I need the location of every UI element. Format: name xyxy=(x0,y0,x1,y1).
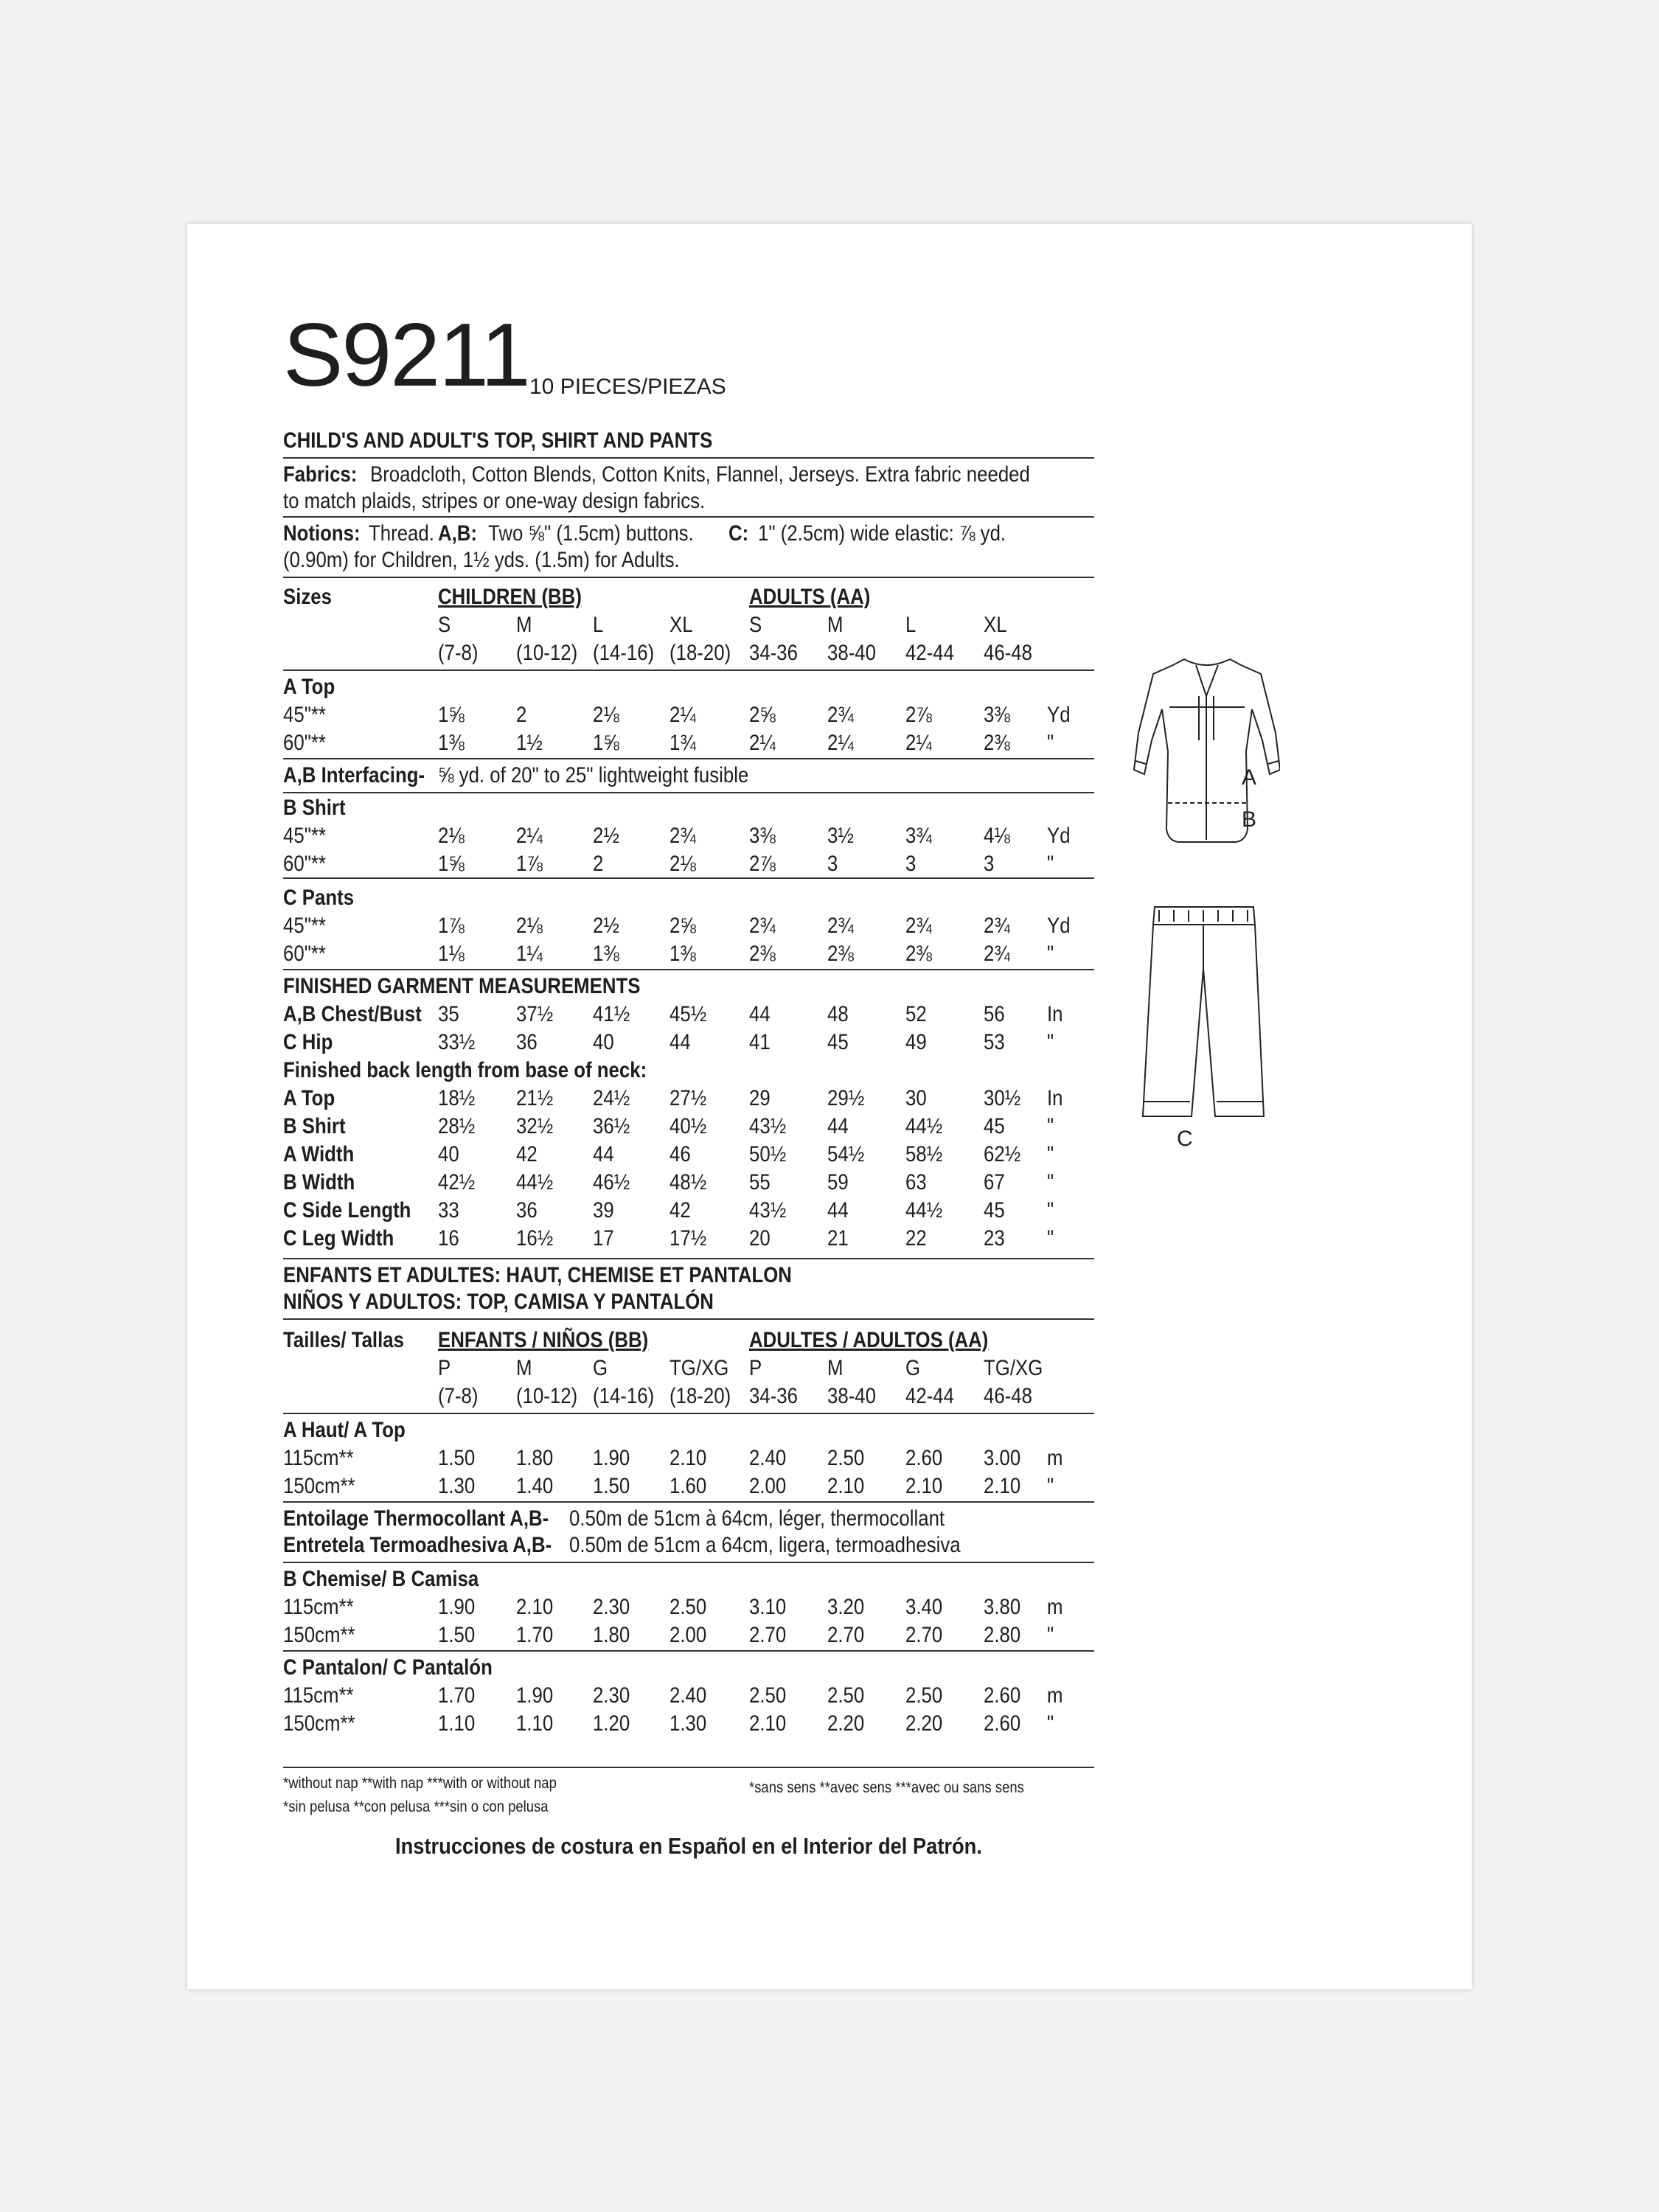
measurement-cell: 40 xyxy=(593,1030,614,1054)
size-letter: M xyxy=(516,613,532,637)
measurement-cell: 29½ xyxy=(827,1086,865,1110)
yardage-cell: 1¾ xyxy=(669,731,696,755)
pattern-envelope-back xyxy=(187,224,1472,1989)
yardage-cell: 2.20 xyxy=(905,1711,943,1736)
yardage-cell: 2 xyxy=(516,703,527,727)
divider-line xyxy=(283,1501,1094,1503)
section-heading: A Top xyxy=(283,675,335,699)
unit-label: m xyxy=(1047,1446,1063,1470)
row-label: 150cm** xyxy=(283,1623,355,1647)
divider-line xyxy=(283,1413,1094,1414)
yardage-cell: 2¼ xyxy=(827,731,854,755)
size-range: (14-16) xyxy=(593,641,655,665)
figure-label-a: A xyxy=(1242,765,1257,790)
measurement-cell: 36½ xyxy=(593,1114,630,1138)
yardage-cell: 2.50 xyxy=(827,1683,865,1708)
measurement-cell: 30 xyxy=(905,1086,927,1110)
notions-view-label: A,B: xyxy=(438,521,478,546)
notions-view-label: C: xyxy=(728,521,749,546)
divider-line xyxy=(283,1258,1094,1259)
yardage-cell: 1⅜ xyxy=(438,731,465,755)
yardage-cell: 2.70 xyxy=(749,1623,787,1647)
measurement-cell: 23 xyxy=(984,1226,1005,1251)
measurement-cell: 59 xyxy=(827,1170,849,1194)
unit-label: " xyxy=(1047,1114,1054,1138)
interfacing-text: 0.50m de 51cm à 64cm, léger, thermocollant xyxy=(569,1506,945,1531)
divider-line xyxy=(283,1562,1094,1563)
unit-label: " xyxy=(1047,1474,1054,1498)
notions-text: Two ⅝" (1.5cm) buttons. xyxy=(488,521,694,546)
size-letter: TG/XG xyxy=(984,1356,1043,1380)
size-letter: M xyxy=(827,1356,844,1380)
children-size-heading: ENFANTS / NIÑOS (BB) xyxy=(438,1328,649,1352)
size-letter: TG/XG xyxy=(669,1356,729,1380)
unit-label: m xyxy=(1047,1683,1063,1708)
row-label: 45"** xyxy=(283,703,326,727)
yardage-cell: 2⅛ xyxy=(669,852,696,876)
size-range: 34-36 xyxy=(749,1384,798,1408)
yardage-cell: 3.10 xyxy=(749,1595,787,1619)
measurement-cell: 36 xyxy=(516,1030,538,1054)
yardage-cell: 1.80 xyxy=(593,1623,630,1647)
spanish-instructions-note: Instrucciones de costura en Español en el Interior del Patrón. xyxy=(395,1833,982,1859)
yardage-cell: 3 xyxy=(827,852,838,876)
unit-label: m xyxy=(1047,1595,1063,1619)
measurement-cell: 63 xyxy=(905,1170,927,1194)
size-range: (18-20) xyxy=(669,641,731,665)
yardage-cell: 1⅞ xyxy=(438,914,465,938)
unit-label: " xyxy=(1047,1711,1054,1736)
piece-count: 10 PIECES/PIEZAS xyxy=(529,375,726,399)
size-range: (18-20) xyxy=(669,1384,731,1408)
measurement-label: C Hip xyxy=(283,1030,333,1054)
row-label: 60"** xyxy=(283,942,326,966)
size-range: 34-36 xyxy=(749,641,798,665)
yardage-cell: 2.10 xyxy=(984,1474,1021,1498)
measurement-cell: 17½ xyxy=(669,1226,707,1251)
row-label: 115cm** xyxy=(283,1446,354,1470)
yardage-cell: 2.60 xyxy=(905,1446,943,1470)
divider-line xyxy=(283,669,1094,671)
measurement-cell: 40½ xyxy=(669,1114,707,1138)
measurement-cell: 43½ xyxy=(749,1114,787,1138)
unit-label: In xyxy=(1047,1086,1063,1110)
measurement-cell: 44 xyxy=(593,1142,614,1166)
size-range: (7-8) xyxy=(438,1384,479,1408)
yardage-cell: 2.50 xyxy=(749,1683,787,1708)
size-letter: S xyxy=(749,613,762,637)
measurement-cell: 42 xyxy=(516,1142,538,1166)
yardage-cell: 1.60 xyxy=(669,1474,707,1498)
measurement-cell: 27½ xyxy=(669,1086,707,1110)
yardage-cell: 2¾ xyxy=(827,703,854,727)
yardage-cell: 2.60 xyxy=(984,1711,1021,1736)
back-length-label: Finished back length from base of neck: xyxy=(283,1058,647,1082)
fabrics-text: Broadcloth, Cotton Blends, Cotton Knits, Flannel, Jerseys. Extra fabric needed xyxy=(370,462,1030,487)
measurements-heading: FINISHED GARMENT MEASUREMENTS xyxy=(283,974,641,998)
row-label: 45"** xyxy=(283,914,326,938)
yardage-cell: 1.10 xyxy=(516,1711,554,1736)
yardage-cell: 2¼ xyxy=(669,703,696,727)
measurement-cell: 50½ xyxy=(749,1142,787,1166)
french-title: ENFANTS ET ADULTES: HAUT, CHEMISE ET PANTALON xyxy=(283,1263,792,1287)
sizes-label: Sizes xyxy=(283,585,332,609)
yardage-cell: 2.50 xyxy=(669,1595,707,1619)
size-letter: S xyxy=(438,613,451,637)
size-letter: M xyxy=(827,613,844,637)
interfacing-label: A,B Interfacing- xyxy=(283,763,425,787)
size-letter: XL xyxy=(984,613,1007,637)
unit-label: In xyxy=(1047,1002,1063,1026)
row-label: 60"** xyxy=(283,731,326,755)
measurement-cell: 54½ xyxy=(827,1142,865,1166)
footnote-english: *without nap **with nap ***with or without nap xyxy=(283,1775,557,1792)
size-letter: L xyxy=(905,613,917,637)
measurement-cell: 49 xyxy=(905,1030,927,1054)
measurement-label: A Top xyxy=(283,1086,335,1110)
measurement-cell: 56 xyxy=(984,1002,1005,1026)
measurement-cell: 45 xyxy=(984,1198,1005,1222)
measurement-cell: 44½ xyxy=(905,1114,943,1138)
unit-label: " xyxy=(1047,942,1054,966)
measurement-cell: 46½ xyxy=(593,1170,630,1194)
yardage-cell: 2.10 xyxy=(749,1711,787,1736)
yardage-cell: 1.20 xyxy=(593,1711,630,1736)
yardage-cell: 2½ xyxy=(593,914,619,938)
footnote-spanish: *sin pelusa **con pelusa ***sin o con pelusa xyxy=(283,1798,549,1815)
size-letter: G xyxy=(905,1356,921,1380)
measurement-cell: 16½ xyxy=(516,1226,554,1251)
measurement-cell: 45 xyxy=(827,1030,849,1054)
measurement-cell: 58½ xyxy=(905,1142,943,1166)
yardage-cell: 1.50 xyxy=(593,1474,630,1498)
yardage-cell: 1.90 xyxy=(593,1446,630,1470)
measurement-cell: 46 xyxy=(669,1142,691,1166)
adults-size-heading: ADULTES / ADULTOS (AA) xyxy=(749,1328,989,1352)
yardage-cell: 2¼ xyxy=(905,731,932,755)
yardage-cell: 1.30 xyxy=(669,1711,707,1736)
measurement-cell: 30½ xyxy=(984,1086,1021,1110)
size-range: 42-44 xyxy=(905,641,954,665)
yardage-cell: 2⅜ xyxy=(827,942,854,966)
shirt-illustration xyxy=(1133,652,1280,851)
yardage-cell: 2¾ xyxy=(669,824,696,848)
measurement-cell: 41½ xyxy=(593,1002,630,1026)
yardage-cell: 1¼ xyxy=(516,942,543,966)
measurement-cell: 16 xyxy=(438,1226,459,1251)
yardage-cell: 2.40 xyxy=(669,1683,707,1708)
measurement-cell: 53 xyxy=(984,1030,1005,1054)
yardage-cell: 2½ xyxy=(593,824,619,848)
measurement-cell: 44½ xyxy=(516,1170,554,1194)
footnote-french: *sans sens **avec sens ***avec ou sans sens xyxy=(749,1779,1024,1796)
yardage-cell: 2.00 xyxy=(669,1623,707,1647)
yardage-cell: 1.90 xyxy=(438,1595,476,1619)
yardage-cell: 1⅜ xyxy=(593,942,619,966)
yardage-cell: 2¾ xyxy=(984,914,1010,938)
unit-label: Yd xyxy=(1047,914,1071,938)
yardage-cell: 2.80 xyxy=(984,1623,1021,1647)
yardage-cell: 3⅜ xyxy=(749,824,776,848)
size-range: 46-48 xyxy=(984,641,1032,665)
yardage-cell: 2.20 xyxy=(827,1711,865,1736)
measurement-cell: 55 xyxy=(749,1170,771,1194)
divider-line xyxy=(283,577,1094,578)
yardage-cell: 3.80 xyxy=(984,1595,1021,1619)
divider-line xyxy=(283,1318,1094,1320)
yardage-cell: 1⅝ xyxy=(438,703,465,727)
yardage-cell: 2.70 xyxy=(905,1623,943,1647)
yardage-cell: 3.20 xyxy=(827,1595,865,1619)
interfacing-text: 0.50m de 51cm a 64cm, ligera, termoadhesiva xyxy=(569,1533,961,1557)
size-range: 38-40 xyxy=(827,641,876,665)
children-size-heading: CHILDREN (BB) xyxy=(438,585,582,609)
measurement-label: C Side Length xyxy=(283,1198,411,1222)
measurement-cell: 44½ xyxy=(905,1198,943,1222)
measurement-label: A,B Chest/Bust xyxy=(283,1002,422,1026)
fabrics-label: Fabrics: xyxy=(283,462,358,487)
yardage-cell: 2⅜ xyxy=(749,942,776,966)
divider-line xyxy=(283,758,1094,759)
size-letter: G xyxy=(593,1356,608,1380)
unit-label: " xyxy=(1047,1170,1054,1194)
yardage-cell: 2⅝ xyxy=(749,703,776,727)
measurement-cell: 48½ xyxy=(669,1170,707,1194)
pattern-number: S9211 xyxy=(283,305,529,405)
size-range: (10-12) xyxy=(516,1384,578,1408)
unit-label: " xyxy=(1047,852,1054,876)
yardage-cell: 1.50 xyxy=(438,1623,476,1647)
measurement-cell: 48 xyxy=(827,1002,849,1026)
yardage-cell: 1.10 xyxy=(438,1711,476,1736)
notions-label: Notions: xyxy=(283,521,361,546)
row-label: 150cm** xyxy=(283,1474,355,1498)
size-range: 38-40 xyxy=(827,1384,876,1408)
row-label: 60"** xyxy=(283,852,326,876)
section-heading: C Pants xyxy=(283,886,355,910)
yardage-cell: 1.70 xyxy=(516,1623,554,1647)
measurement-cell: 18½ xyxy=(438,1086,476,1110)
yardage-cell: 2¾ xyxy=(749,914,776,938)
yardage-cell: 2¾ xyxy=(827,914,854,938)
measurement-cell: 37½ xyxy=(516,1002,554,1026)
size-range: 46-48 xyxy=(984,1384,1032,1408)
divider-line xyxy=(283,792,1094,793)
section-heading: C Pantalon/ C Pantalón xyxy=(283,1655,493,1680)
size-range: (10-12) xyxy=(516,641,578,665)
yardage-cell: 1⅛ xyxy=(438,942,465,966)
yardage-cell: 1.90 xyxy=(516,1683,554,1708)
row-label: 115cm** xyxy=(283,1683,354,1708)
pants-illustration xyxy=(1138,902,1271,1124)
measurement-cell: 35 xyxy=(438,1002,459,1026)
interfacing-text: ⅝ yd. of 20" to 25" lightweight fusible xyxy=(438,763,749,787)
yardage-cell: 3½ xyxy=(827,824,854,848)
measurement-label: A Width xyxy=(283,1142,355,1166)
yardage-cell: 1½ xyxy=(516,731,543,755)
yardage-cell: 2¾ xyxy=(984,942,1010,966)
measurement-cell: 33 xyxy=(438,1198,459,1222)
measurement-cell: 32½ xyxy=(516,1114,554,1138)
yardage-cell: 2.30 xyxy=(593,1683,630,1708)
notions-text: 1" (2.5cm) wide elastic: ⅞ yd. xyxy=(758,521,1006,546)
yardage-cell: 2.50 xyxy=(827,1446,865,1470)
yardage-cell: 2 xyxy=(593,852,604,876)
divider-line xyxy=(283,516,1094,518)
yardage-cell: 1⅞ xyxy=(516,852,543,876)
size-letter: M xyxy=(516,1356,532,1380)
size-letter: P xyxy=(749,1356,762,1380)
title-divider xyxy=(283,457,1094,459)
measurement-cell: 44 xyxy=(827,1114,849,1138)
figure-label-c: C xyxy=(1177,1127,1193,1151)
unit-label: " xyxy=(1047,731,1054,755)
yardage-cell: 2⅞ xyxy=(749,852,776,876)
measurement-cell: 62½ xyxy=(984,1142,1021,1166)
yardage-cell: 1.40 xyxy=(516,1474,554,1498)
unit-label: Yd xyxy=(1047,824,1071,848)
measurement-cell: 39 xyxy=(593,1198,614,1222)
yardage-cell: 3⅜ xyxy=(984,703,1010,727)
figure-label-b: B xyxy=(1242,807,1257,832)
measurement-cell: 52 xyxy=(905,1002,927,1026)
measurement-cell: 21 xyxy=(827,1226,849,1251)
unit-label: " xyxy=(1047,1226,1054,1251)
unit-label: " xyxy=(1047,1198,1054,1222)
yardage-cell: 3.00 xyxy=(984,1446,1021,1470)
yardage-cell: 2.10 xyxy=(905,1474,943,1498)
row-label: 150cm** xyxy=(283,1711,355,1736)
unit-label: " xyxy=(1047,1623,1054,1647)
notions-text: (0.90m) for Children, 1½ yds. (1.5m) for Adults. xyxy=(283,548,680,572)
size-letter: XL xyxy=(669,613,693,637)
yardage-cell: 2.30 xyxy=(593,1595,630,1619)
yardage-cell: 3.40 xyxy=(905,1595,943,1619)
measurement-cell: 28½ xyxy=(438,1114,476,1138)
yardage-cell: 2⅜ xyxy=(984,731,1010,755)
pattern-title: CHILD'S AND ADULT'S TOP, SHIRT AND PANTS xyxy=(283,428,713,453)
yardage-cell: 2¾ xyxy=(905,914,932,938)
yardage-cell: 2⅝ xyxy=(669,914,696,938)
size-letter: P xyxy=(438,1356,451,1380)
yardage-cell: 2.50 xyxy=(905,1683,943,1708)
yardage-cell: 1.80 xyxy=(516,1446,554,1470)
measurement-cell: 40 xyxy=(438,1142,459,1166)
measurement-label: C Leg Width xyxy=(283,1226,394,1251)
measurement-cell: 44 xyxy=(669,1030,691,1054)
measurement-cell: 33½ xyxy=(438,1030,476,1054)
yardage-cell: 1⅝ xyxy=(438,852,465,876)
yardage-cell: 2⅞ xyxy=(905,703,932,727)
section-heading: A Haut/ A Top xyxy=(283,1418,406,1442)
yardage-cell: 2.10 xyxy=(669,1446,707,1470)
sizes-label: Tailles/ Tallas xyxy=(283,1328,404,1352)
measurement-cell: 44 xyxy=(827,1198,849,1222)
yardage-cell: 2⅛ xyxy=(516,914,543,938)
size-letter: L xyxy=(593,613,604,637)
measurement-cell: 22 xyxy=(905,1226,927,1251)
spanish-title: NIÑOS Y ADULTOS: TOP, CAMISA Y PANTALÓN xyxy=(283,1290,714,1314)
measurement-cell: 21½ xyxy=(516,1086,554,1110)
measurement-cell: 36 xyxy=(516,1198,538,1222)
unit-label: " xyxy=(1047,1030,1054,1054)
divider-line xyxy=(283,1650,1094,1652)
yardage-cell: 3 xyxy=(905,852,917,876)
yardage-cell: 2.60 xyxy=(984,1683,1021,1708)
measurement-cell: 67 xyxy=(984,1170,1005,1194)
row-label: 115cm** xyxy=(283,1595,354,1619)
measurement-cell: 43½ xyxy=(749,1198,787,1222)
adults-size-heading: ADULTS (AA) xyxy=(749,585,871,609)
interfacing-label: Entretela Termoadhesiva A,B- xyxy=(283,1533,552,1557)
measurement-cell: 24½ xyxy=(593,1086,630,1110)
yardage-cell: 1.30 xyxy=(438,1474,476,1498)
yardage-cell: 4⅛ xyxy=(984,824,1010,848)
yardage-cell: 3 xyxy=(984,852,995,876)
measurement-label: B Width xyxy=(283,1170,355,1194)
size-range: (14-16) xyxy=(593,1384,655,1408)
yardage-cell: 2¼ xyxy=(516,824,543,848)
row-label: 45"** xyxy=(283,824,326,848)
fabrics-text: to match plaids, stripes or one-way design fabrics. xyxy=(283,489,706,513)
divider-line xyxy=(283,1767,1094,1768)
size-range: 42-44 xyxy=(905,1384,954,1408)
measurement-cell: 42 xyxy=(669,1198,691,1222)
interfacing-label: Entoilage Thermocollant A,B- xyxy=(283,1506,549,1531)
measurement-cell: 29 xyxy=(749,1086,771,1110)
yardage-cell: 1.70 xyxy=(438,1683,476,1708)
divider-line xyxy=(283,969,1094,970)
yardage-cell: 2.10 xyxy=(827,1474,865,1498)
measurement-cell: 17 xyxy=(593,1226,614,1251)
measurement-cell: 20 xyxy=(749,1226,771,1251)
size-range: (7-8) xyxy=(438,641,479,665)
section-heading: B Chemise/ B Camisa xyxy=(283,1567,479,1591)
yardage-cell: 2⅜ xyxy=(905,942,932,966)
figure-pants xyxy=(1138,902,1271,1127)
figure-top-shirt xyxy=(1133,652,1280,855)
yardage-cell: 2.70 xyxy=(827,1623,865,1647)
notions-text: Thread. xyxy=(369,521,434,546)
yardage-cell: 2.40 xyxy=(749,1446,787,1470)
unit-label: " xyxy=(1047,1142,1054,1166)
yardage-cell: 1.50 xyxy=(438,1446,476,1470)
measurement-cell: 41 xyxy=(749,1030,771,1054)
measurement-label: B Shirt xyxy=(283,1114,346,1138)
measurement-cell: 45½ xyxy=(669,1002,707,1026)
yardage-cell: 3¾ xyxy=(905,824,932,848)
section-heading: B Shirt xyxy=(283,796,346,820)
yardage-cell: 2.10 xyxy=(516,1595,554,1619)
yardage-cell: 1⅜ xyxy=(669,942,696,966)
yardage-cell: 2⅛ xyxy=(593,703,619,727)
divider-line xyxy=(283,877,1094,879)
measurement-cell: 44 xyxy=(749,1002,771,1026)
yardage-cell: 2¼ xyxy=(749,731,776,755)
measurement-cell: 45 xyxy=(984,1114,1005,1138)
yardage-cell: 2⅛ xyxy=(438,824,465,848)
yardage-cell: 2.00 xyxy=(749,1474,787,1498)
unit-label: Yd xyxy=(1047,703,1071,727)
measurement-cell: 42½ xyxy=(438,1170,476,1194)
yardage-cell: 1⅝ xyxy=(593,731,619,755)
